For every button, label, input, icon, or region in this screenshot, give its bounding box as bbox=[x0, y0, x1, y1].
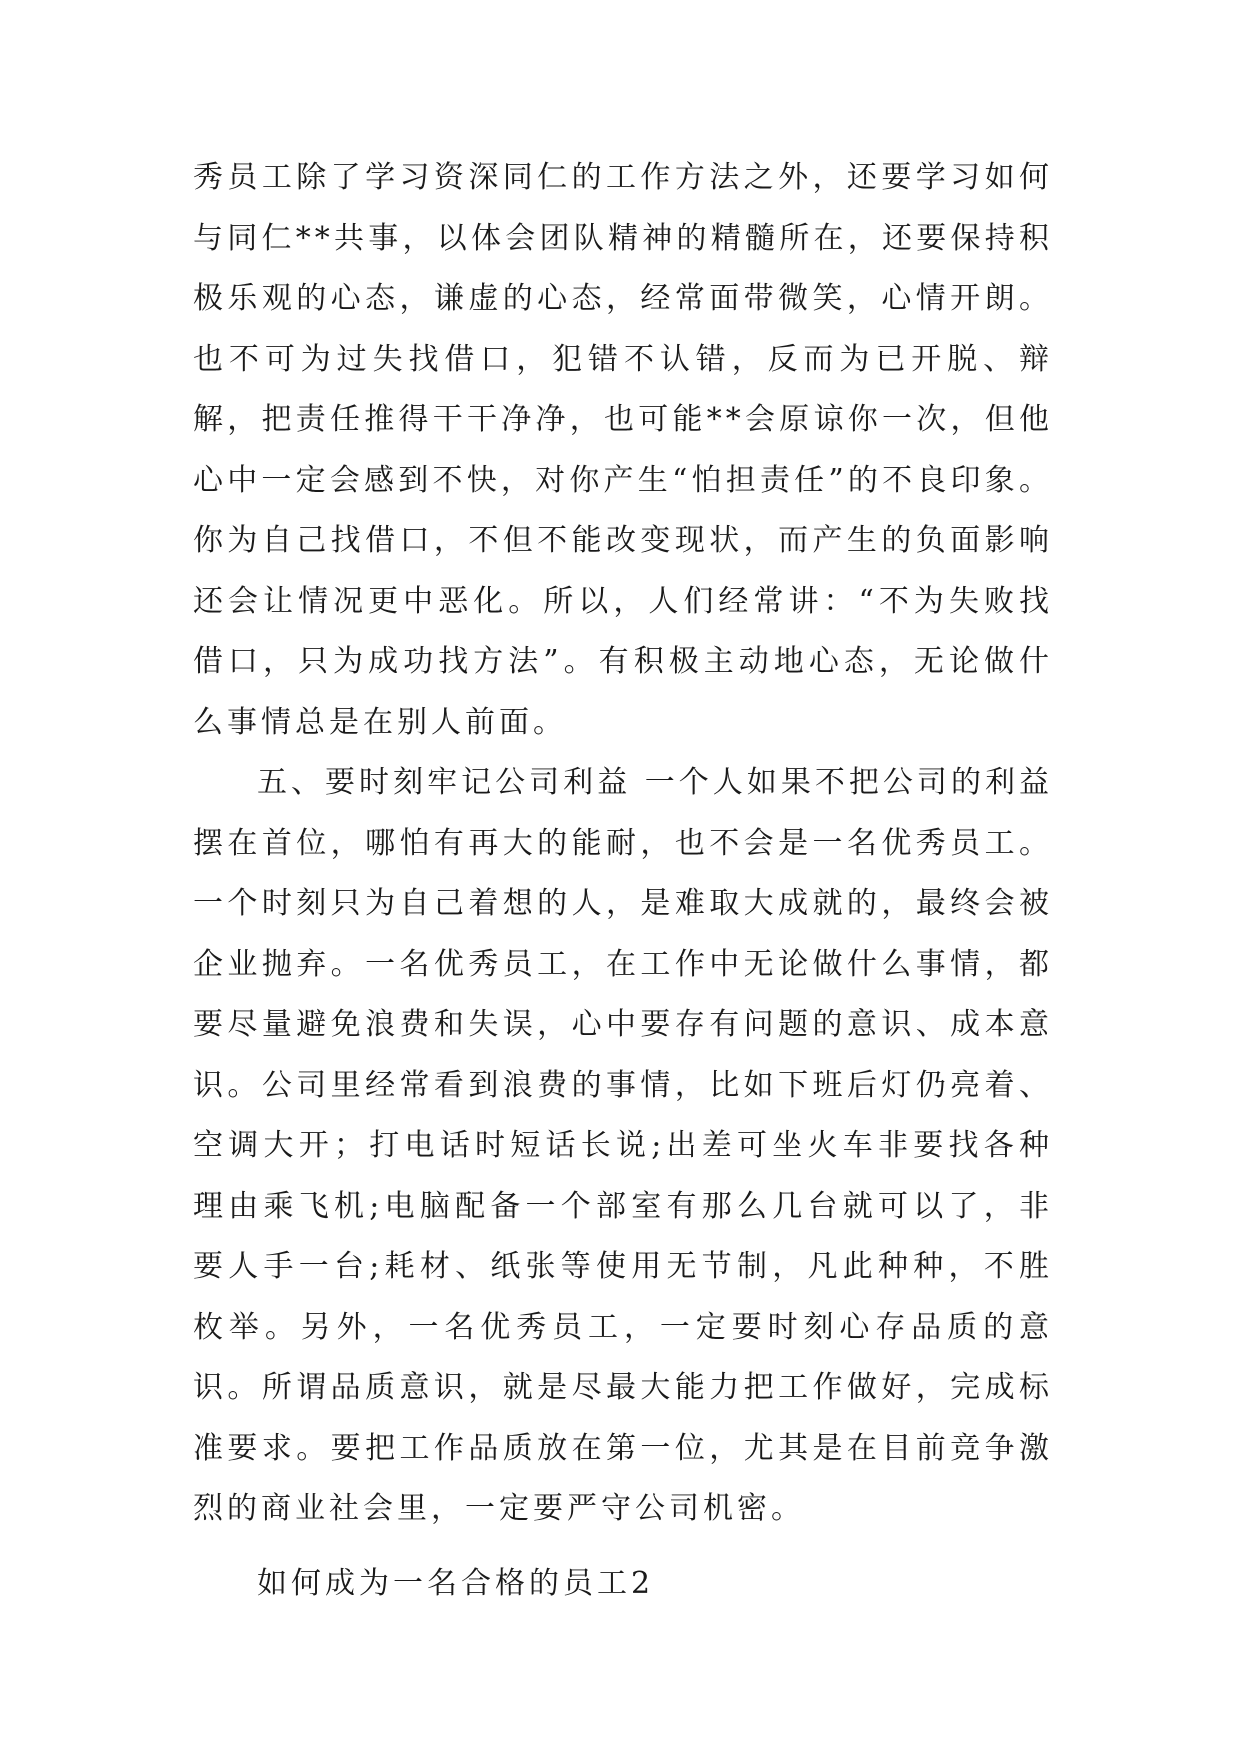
paragraph-section-five: 五、要时刻牢记公司利益 一个人如果不把公司的利益摆在首位，哪怕有再大的能耐，也不会是一名优秀员工。一个时刻只为自己着想的人，是难取大成就的，最终会被企业抛弃。一名优秀员工，在工作中无论做什么事情，都要尽量避免浪费和失误，心中要存有问题的意识、成本意识。公司里经常看到浪费的事情，比如下班后灯仍亮着、空调大开；打电话时短话长说;出差可坐火车非要找各种理由乘飞机;电脑配备一个部室有那么几台就可以了，非要人手一台;耗材、纸张等使用无节制，凡此种种，不胜枚举。另外，一名优秀员工，一定要时刻心存品质的意识。所谓品质意识，就是尽最大能力把工作做好，完成标准要求。要把工作品质放在第一位，尤其是在目前竞争激烈的商业社会里，一定要严守公司机密。 bbox=[193, 765, 1053, 1526]
document-body bbox=[193, 148, 1053, 1614]
section-heading: 如何成为一名合格的员工2 bbox=[257, 1565, 655, 1601]
paragraph-continued: 秀员工除了学习资深同仁的工作方法之外，还要学习如何与同仁**共事，以体会团队精神的精髓所在，还要保持积极乐观的心态，谦虚的心态，经常面带微笑，心情开朗。也不可为过失找借口，犯错不认错，反而为已开脱、辩解，把责任推得干干净净，也可能**会原谅你一次，但他心中一定会感到不快，对你产生“怕担责任”的不良印象。你为自己找借口，不但不能改变现状，而产生的负面影响还会让情况更中恶化。所以，人们经常讲：“不为失败找借口，只为成功找方法”。有积极主动地心态，无论做什么事情总是在别人前面。 bbox=[193, 160, 1053, 740]
